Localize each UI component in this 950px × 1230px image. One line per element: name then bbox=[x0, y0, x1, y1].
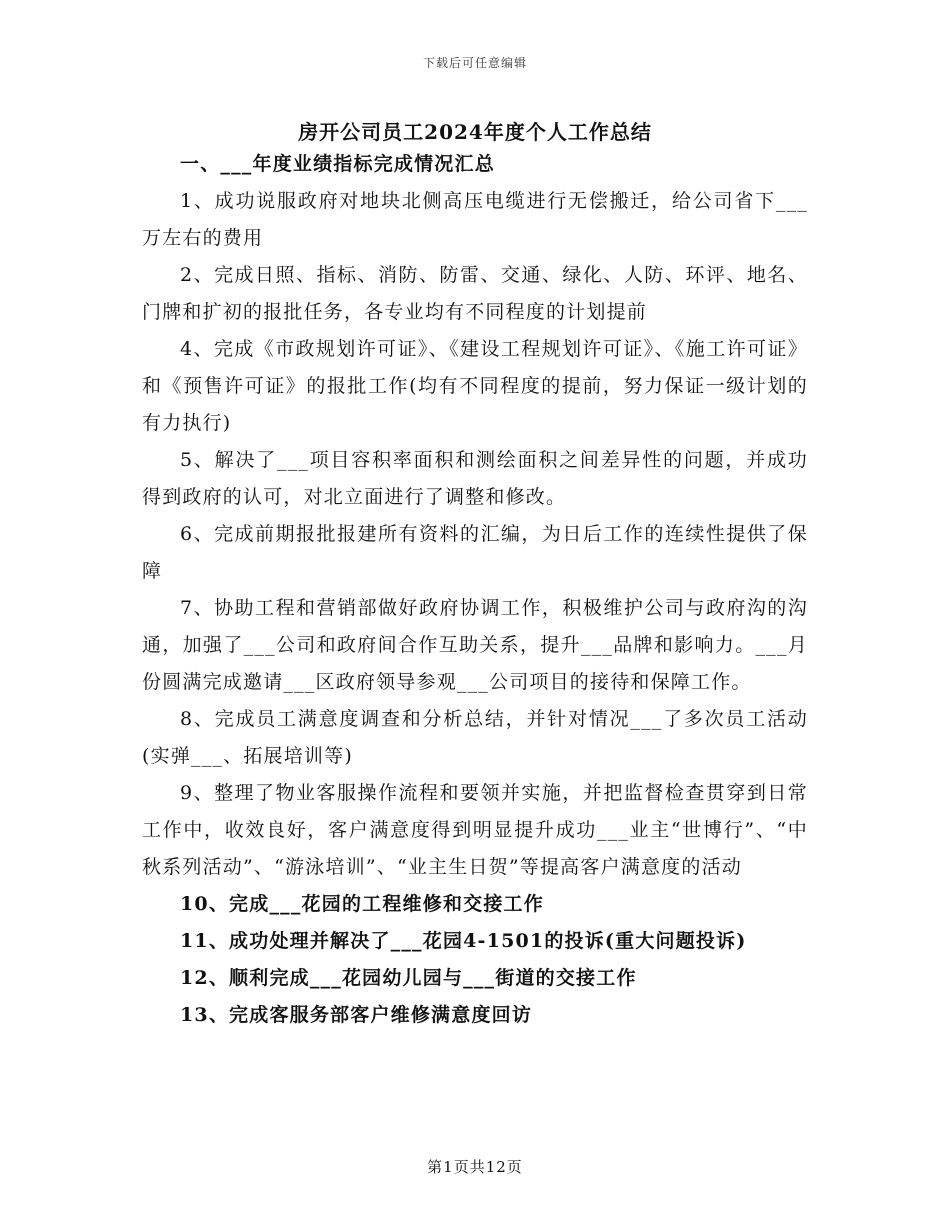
paragraph: 2、完成日照、指标、消防、防雷、交通、绿化、人防、环评、地名、门牌和扩初的报批任务，各专业均有不同程度的计划提前 bbox=[142, 264, 808, 323]
paragraph: 9、整理了物业客服操作流程和要领并实施，并把监督检查贯穿到日常工作中，收效良好，客户满意度得到明显提升成功___业主“世博行”、“中秋系列活动”、“游泳培训”、“业主生日贺”等提高客户满意度的活动 bbox=[142, 782, 808, 878]
header-note: 下载后可任意编辑 bbox=[422, 56, 527, 70]
paragraph: 7、协助工程和营销部做好政府协调工作，积极维护公司与政府沟的沟通，加强了___公司和政府间合作互助关系，提升___品牌和影响力。___月份圆满完成邀请___区政府领导参观___公司项目的接待和保障工作。 bbox=[142, 597, 808, 693]
bold-item: 11、成功处理并解决了___花园4-1501的投诉(重大问题投诉) bbox=[180, 930, 747, 952]
paragraph: 6、完成前期报批报建所有资料的汇编，为日后工作的连续性提供了保障 bbox=[142, 523, 808, 582]
bold-item: 13、完成客服务部客户维修满意度回访 bbox=[180, 1004, 533, 1026]
bold-item: 12、顺利完成___花园幼儿园与___街道的交接工作 bbox=[180, 967, 637, 989]
paragraph: 5、解决了___项目容积率面积和测绘面积之间差异性的问题，并成功得到政府的认可，对北立面进行了调整和修改。 bbox=[142, 449, 808, 508]
document-title: 房开公司员工2024年度个人工作总结 bbox=[298, 120, 652, 144]
section-heading: 一、___年度业绩指标完成情况汇总 bbox=[180, 153, 495, 175]
bold-item: 10、完成___花园的工程维修和交接工作 bbox=[180, 893, 544, 915]
page-footer: 第1页共12页 bbox=[427, 1158, 523, 1176]
paragraph: 8、完成员工满意度调查和分析总结，并针对情况___了多次员工活动(实弹___、拓展培训等) bbox=[142, 708, 808, 767]
paragraph: 1、成功说服政府对地块北侧高压电缆进行无偿搬迁，给公司省下___万左右的费用 bbox=[142, 190, 808, 249]
document-body bbox=[142, 146, 808, 1034]
paragraph: 4、完成《市政规划许可证》、《建设工程规划许可证》、《施工许可证》和《预售许可证》的报批工作(均有不同程度的提前，努力保证一级计划的有力执行) bbox=[142, 338, 808, 434]
